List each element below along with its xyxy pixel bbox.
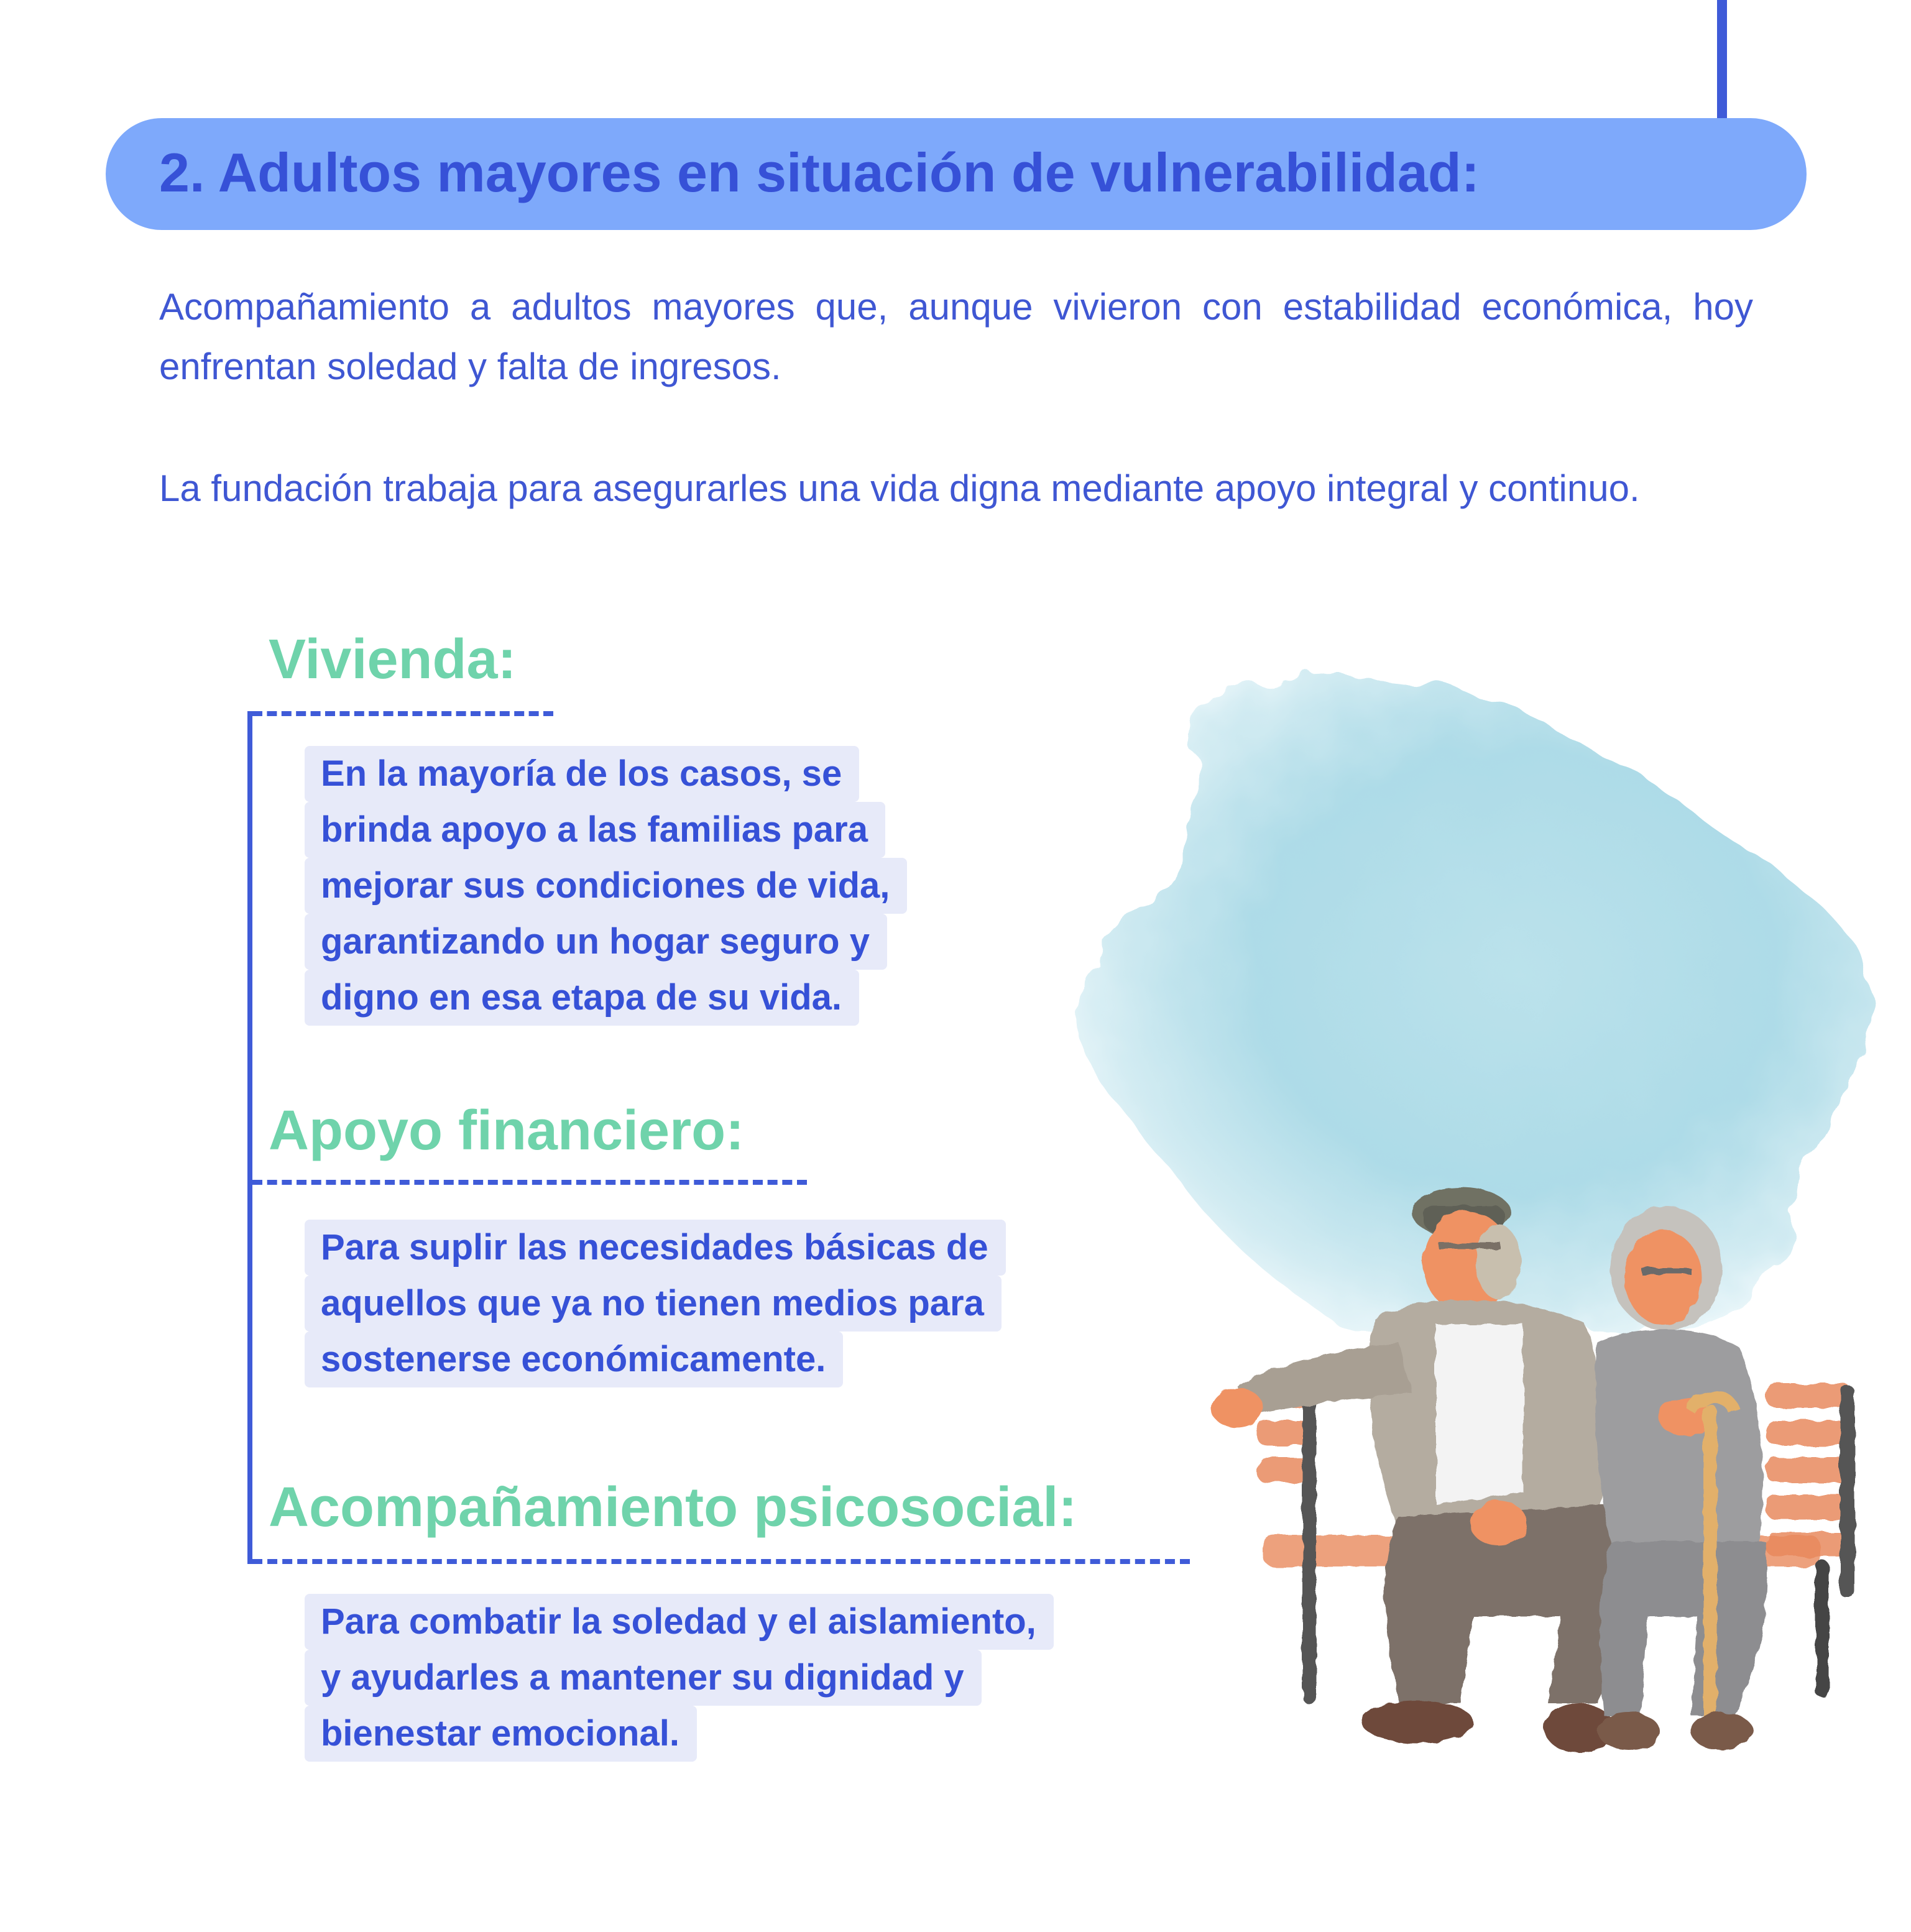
intro-paragraph-1: Acompañamiento a adultos mayores que, aunque vivieron con estabilidad económica, hoy enfrentan soledad y falta de ingresos. bbox=[159, 286, 1753, 387]
vivienda-text-line: mejorar sus condiciones de vida, bbox=[305, 858, 907, 914]
vivienda-text-line: garantizando un hogar seguro y bbox=[305, 914, 887, 970]
apoyo-text-line: aquellos que ya no tienen medios para bbox=[305, 1276, 1002, 1332]
acompanamiento-text-line: bienestar emocional. bbox=[305, 1706, 697, 1762]
vivienda-text-line: brinda apoyo a las familias para bbox=[305, 802, 885, 858]
section-underline-vivienda bbox=[252, 711, 553, 716]
acompanamiento-text-line: y ayudarles a mantener su dignidad y bbox=[305, 1650, 982, 1706]
section-underline-acompanamiento bbox=[252, 1559, 1190, 1564]
top-accent-rule bbox=[1717, 0, 1727, 118]
apoyo-text-line: Para suplir las necesidades básicas de bbox=[305, 1220, 1006, 1276]
page-title: 2. Adultos mayores en situación de vulnerabilidad: bbox=[159, 142, 1480, 203]
elderly-couple-illustration bbox=[1051, 646, 1890, 1759]
section-underline-apoyo-financiero bbox=[252, 1180, 807, 1185]
vivienda-text-line: En la mayoría de los casos, se bbox=[305, 746, 859, 802]
intro-paragraph-2: La fundación trabaja para asegurarles una vida digna mediante apoyo integral y continuo. bbox=[159, 467, 1640, 509]
section-heading-acompanamiento: Acompañamiento psicosocial: bbox=[269, 1476, 1077, 1539]
section-heading-apoyo-financiero: Apoyo financiero: bbox=[269, 1100, 745, 1162]
apoyo-text-line: sostenerse económicamente. bbox=[305, 1332, 843, 1387]
vivienda-text-line: digno en esa etapa de su vida. bbox=[305, 970, 859, 1026]
title-banner bbox=[106, 118, 1807, 230]
section-heading-vivienda: Vivienda: bbox=[269, 628, 517, 691]
acompanamiento-text-line: Para combatir la soledad y el aislamiento, bbox=[305, 1594, 1054, 1650]
section-connector-line bbox=[247, 711, 252, 1564]
